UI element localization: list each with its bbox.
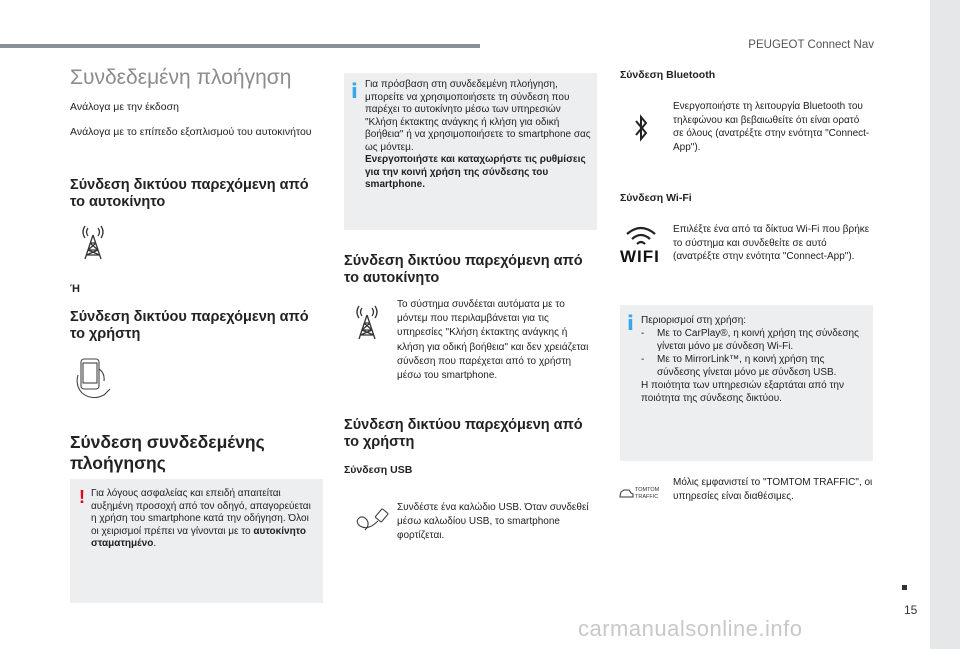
bluetooth-text: Ενεργοποιήστε τη λειτουργία Bluetooth του τηλεφώνου και βεβαιωθείτε ότι είναι ορατό σε όλους (ανατρέξτε στην ενότητα "Connect-App"). — [673, 101, 870, 153]
warning-end: . — [153, 538, 157, 549]
usb-heading: Σύνδεση USB — [344, 464, 413, 476]
tomtom-icon-label — [635, 487, 659, 501]
limitation-item: - Με το CarPlay®, η κοινή χρήση της σύνδεσης γίνεται μόνο με σύνδεση Wi-Fi. — [641, 327, 869, 353]
bluetooth-icon — [633, 113, 649, 143]
end-marker — [902, 585, 907, 590]
equipment-note: Ανάλογα με το επίπεδο εξοπλισμού του αυτοκινήτου — [70, 126, 312, 138]
info-text — [365, 79, 593, 192]
limitations-box — [620, 305, 873, 461]
warning-bold: αυτοκίνητο σταματημένο — [91, 525, 306, 549]
limitation-mirrorlink: Με το MirrorLink™, η κοινή χρήση της σύνδεσης γίνεται μόνο με σύνδεση USB. — [657, 354, 837, 378]
antenna-icon — [78, 225, 108, 261]
user-connection-heading: Σύνδεση δικτύου παρεχόμενη από το χρήστη — [70, 309, 309, 342]
wifi-heading: Σύνδεση Wi-Fi — [620, 192, 692, 204]
info-box — [344, 73, 597, 230]
car-icon — [618, 488, 634, 500]
smartphone-hand-icon — [72, 355, 118, 401]
tomtom-traffic-icon — [618, 486, 666, 506]
info-body: Για πρόσβαση στη συνδεδεμένη πλοήγηση, μπορείτε να χρησιμοποιήσετε τη σύνδεση που παρέχει το αυτοκίνητο μέσω των υπηρεσιών "Κλήση έκτακτης ανάγκης ή κλήση για οδική βοήθεια" ή να χρησιμοποιήσετε το smartphone σας ως μόντεμ. — [365, 79, 591, 153]
page-title: Συνδεδεμένη πλοήγηση — [70, 66, 292, 89]
tomtom-label-line2: TRAFFIC — [635, 494, 659, 500]
usb-cable-icon — [354, 506, 390, 536]
connected-navigation-heading: Σύνδεση συνδεδεμένης πλοήγησης — [70, 432, 265, 473]
antenna-icon — [352, 305, 382, 341]
limitations-title: Περιορισμοί στη χρήση: — [641, 315, 747, 326]
wifi-text: Επιλέξτε ένα από τα δίκτυα Wi-Fi που βρήκε το σύστημα και συνδεθείτε σε αυτό (ανατρέξτε στην ενότητα "Connect-App"). — [673, 224, 870, 263]
info-bold: Ενεργοποιήστε και καταχωρήστε τις ρυθμίσεις για την κοινή χρήση της σύνδεσης του smartphone. — [365, 154, 586, 190]
warning-icon: ! — [79, 487, 85, 507]
wifi-icon — [619, 226, 663, 268]
brand-header: PEUGEOT Connect Nav — [748, 39, 874, 51]
warning-body: Για λόγους ασφαλείας και επειδή απαιτείται αυξημένη προσοχή από τον οδηγό, απαγορεύεται η χρήση του smartphone κατά την οδήγηση. Όλοι οι χειρισμοί πρέπει να γίνονται με το — [91, 488, 311, 537]
wifi-icon-label: WIFI — [620, 247, 660, 266]
warning-box — [70, 479, 323, 603]
bluetooth-heading: Σύνδεση Bluetooth — [620, 69, 716, 81]
vehicle-connection-text: Το σύστημα συνδέεται αυτόματα με το μόντεμ που περιλαμβάνεται για τις υπηρεσίες "Κλήση έκτακτης ανάγκης ή κλήση για οδική βοήθεια" και δεν χρειάζεται σύνδεση που παρέχεται από το χρήστη μέσω του smartphone. — [397, 299, 589, 382]
version-note: Ανάλογα με την έκδοση — [70, 101, 179, 113]
limitation-carplay: Με το CarPlay®, η κοινή χρήση της σύνδεσης γίνεται μόνο με σύνδεση Wi-Fi. — [657, 328, 859, 352]
side-strip — [930, 0, 960, 649]
tomtom-text: Μόλις εμφανιστεί το "TOMTOM TRAFFIC", οι υπηρεσίες είναι διαθέσιμες. — [673, 477, 873, 502]
usb-text: Συνδέστε ένα καλώδιο USB. Όταν συνδεθεί μέσω καλωδίου USB, το smartphone φορτίζεται. — [397, 502, 589, 541]
warning-text — [91, 488, 319, 551]
info-icon: i — [627, 311, 634, 335]
user-connection-heading-2: Σύνδεση δικτύου παρεχόμενη από το χρήστη — [344, 417, 583, 450]
limitations-note: Η ποιότητα των υπηρεσιών εξαρτάται από την ποιότητα της σύνδεσης δικτύου. — [641, 380, 844, 404]
or-label: Ή — [70, 283, 80, 295]
limitation-item: - Με το MirrorLink™, η κοινή χρήση της σύνδεσης γίνεται μόνο με σύνδεση USB. — [641, 353, 869, 379]
watermark: carmanualsonline.info — [578, 616, 803, 641]
info-icon: i — [351, 79, 358, 103]
top-rule — [0, 44, 480, 48]
tomtom-label-line1: TOMTOM — [635, 487, 660, 493]
vehicle-connection-heading: Σύνδεση δικτύου παρεχόμενη από το αυτοκίνητο — [70, 177, 309, 210]
wifi-waves-icon — [625, 226, 657, 246]
vehicle-connection-heading-2: Σύνδεση δικτύου παρεχόμενη από το αυτοκίνητο — [344, 253, 583, 286]
page-number: 15 — [904, 603, 918, 617]
limitations-text — [641, 314, 869, 405]
